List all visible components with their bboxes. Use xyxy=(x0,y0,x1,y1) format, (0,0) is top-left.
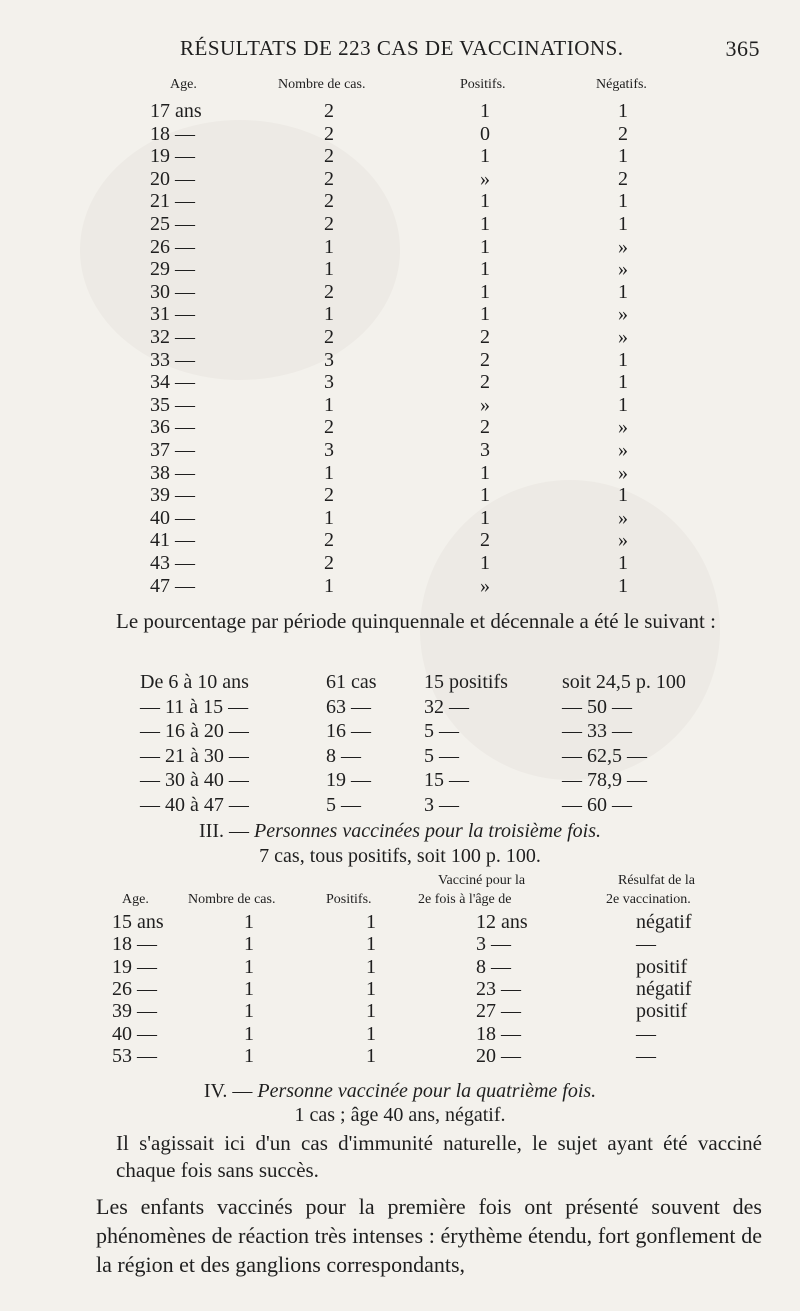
section-4-heading: Personne vaccinée pour la quatrième fois. xyxy=(257,1080,597,1102)
cell-cases: 1 xyxy=(244,1000,254,1023)
paragraph-children-reactions: Les enfants vaccinés pour la première fois ont présenté souvent des phénomènes de réaction très intenses : érythème étendu, fort gonflement de la région et des ganglions correspondants, xyxy=(96,1194,762,1277)
cell-cases: 1 xyxy=(324,461,334,484)
cell-age: 25 — xyxy=(150,213,195,235)
cell-positive: 2 xyxy=(480,326,490,348)
cell-positive: 1 xyxy=(480,213,490,235)
section-3-title xyxy=(0,820,800,843)
table-row xyxy=(0,794,800,820)
cell-age: 30 — xyxy=(150,280,195,303)
cell-age: 43 — xyxy=(150,552,195,574)
cell-second-vaccination-age: 27 — xyxy=(476,1000,521,1023)
cell-second-vaccination-age: 18 — xyxy=(476,1022,521,1045)
cell-positive: 1 xyxy=(366,977,376,1000)
cell-cases: 61 cas xyxy=(326,671,377,693)
cell-age: 29 — xyxy=(150,258,195,281)
cell-cases: 2 xyxy=(324,145,334,168)
cell-negative: 1 xyxy=(618,552,628,574)
cell-negative: 2 xyxy=(618,167,628,190)
cell-positive: 5 — xyxy=(424,720,459,743)
cell-positive: 1 xyxy=(366,1000,376,1023)
cell-cases: 16 — xyxy=(326,720,371,743)
cell-period: — 11 à 15 — xyxy=(140,695,249,718)
cell-positive: 1 xyxy=(480,145,490,168)
cell-positive: 1 xyxy=(366,933,376,956)
cell-positive: 32 — xyxy=(424,695,469,718)
cell-positive: 1 xyxy=(366,1022,376,1045)
cell-cases: 2 xyxy=(324,484,334,507)
cell-negative: 1 xyxy=(618,348,628,371)
cell-negative: » xyxy=(618,326,628,348)
cell-negative: 1 xyxy=(618,280,628,303)
cell-positive: 1 xyxy=(366,955,376,978)
cell-period: — 40 à 47 — xyxy=(140,794,249,816)
table-row xyxy=(0,745,800,771)
cell-age: 53 — xyxy=(112,1044,157,1067)
cell-age: 41 — xyxy=(150,529,195,552)
column-header-positive: Positifs. xyxy=(326,892,372,907)
cell-percentage: — 50 — xyxy=(562,695,632,718)
table-row xyxy=(0,933,800,956)
cell-percentage: — 78,9 — xyxy=(562,769,647,792)
cell-negative: » xyxy=(618,461,628,484)
cell-negative: » xyxy=(618,258,628,281)
cell-period: — 16 à 20 — xyxy=(140,720,249,743)
cell-negative: 2 xyxy=(618,122,628,145)
cell-positive: » xyxy=(480,574,490,597)
cell-age: 47 — xyxy=(150,574,195,597)
cell-negative: 1 xyxy=(618,574,628,597)
cell-negative: » xyxy=(618,506,628,529)
cell-negative: 1 xyxy=(618,393,628,416)
cell-age: 21 — xyxy=(150,190,195,213)
page-number: 365 xyxy=(725,36,760,61)
cell-age: 26 — xyxy=(150,235,195,258)
cell-second-vaccination-age: 20 — xyxy=(476,1044,521,1067)
cell-age: 34 — xyxy=(150,371,195,394)
cell-negative: 1 xyxy=(618,100,628,122)
column-header-vaccinated-line2: 2e fois à l'âge de xyxy=(418,892,512,907)
cell-cases: 2 xyxy=(324,213,334,235)
cell-cases: 1 xyxy=(244,911,254,933)
cell-age: 17 ans xyxy=(150,100,202,122)
cell-percentage: — 33 — xyxy=(562,720,632,743)
cell-second-vaccination-result: négatif xyxy=(636,911,692,933)
cell-positive: 1 xyxy=(366,911,376,933)
table-row xyxy=(0,696,800,722)
cell-cases: 63 — xyxy=(326,695,371,718)
cell-cases: 1 xyxy=(244,933,254,956)
table-row xyxy=(0,671,800,697)
cell-cases: 2 xyxy=(324,529,334,552)
cell-cases: 2 xyxy=(324,552,334,574)
cell-negative: 1 xyxy=(618,145,628,168)
cell-cases: 2 xyxy=(324,280,334,303)
cell-negative: 1 xyxy=(618,484,628,507)
cell-age: 19 — xyxy=(112,955,157,978)
column-header-result-line2: 2e vaccination. xyxy=(606,892,691,907)
cell-age: 31 — xyxy=(150,303,195,326)
cell-cases: 2 xyxy=(324,190,334,213)
cell-cases: 2 xyxy=(324,416,334,439)
cell-second-vaccination-age: 12 ans xyxy=(476,911,528,933)
cell-cases: 5 — xyxy=(326,794,361,816)
cell-positive: 3 xyxy=(480,439,490,461)
cell-positive: 5 — xyxy=(424,744,459,767)
cell-negative: » xyxy=(618,529,628,552)
cell-positive: 3 — xyxy=(424,794,459,816)
cell-positive: 2 xyxy=(480,416,490,439)
cell-second-vaccination-age: 23 — xyxy=(476,977,521,1000)
section-4-number: IV. — xyxy=(203,1080,253,1102)
cell-age: 15 ans xyxy=(112,911,164,933)
cell-age: 18 — xyxy=(150,122,195,145)
cell-positive: 15 positifs xyxy=(424,671,508,693)
cell-age: 36 — xyxy=(150,416,195,439)
cell-age: 40 — xyxy=(150,506,195,529)
cell-cases: 2 xyxy=(324,326,334,348)
table-row xyxy=(0,1045,800,1068)
cell-positive: 2 xyxy=(480,371,490,394)
cell-positive: 2 xyxy=(480,529,490,552)
cell-cases: 3 xyxy=(324,348,334,371)
cell-positive: 1 xyxy=(480,190,490,213)
cell-age: 32 — xyxy=(150,326,195,348)
cell-age: 26 — xyxy=(112,977,157,1000)
cell-age: 40 — xyxy=(112,1022,157,1045)
cell-period: De 6 à 10 ans xyxy=(140,671,249,693)
cell-negative: 1 xyxy=(618,371,628,394)
cell-cases: 2 xyxy=(324,100,334,122)
column-header-cases: Nombre de cas. xyxy=(278,77,366,92)
cell-positive: 1 xyxy=(366,1044,376,1067)
column-header-cases: Nombre de cas. xyxy=(188,892,276,907)
cell-positive: 1 xyxy=(480,258,490,281)
cell-cases: 2 xyxy=(324,122,334,145)
cell-second-vaccination-result: — xyxy=(636,1044,656,1067)
section-3-number: III. — xyxy=(199,820,249,842)
table-row xyxy=(0,720,800,746)
cell-age: 39 — xyxy=(150,484,195,507)
table-row xyxy=(0,575,800,601)
cell-second-vaccination-result: positif xyxy=(636,955,688,978)
cell-period: — 30 à 40 — xyxy=(140,769,249,792)
cell-cases: 1 xyxy=(324,303,334,326)
section-4-title xyxy=(0,1080,800,1103)
column-header-result-line1: Résulfat de la xyxy=(618,873,695,888)
cell-positive: 1 xyxy=(480,100,490,122)
cell-age: 37 — xyxy=(150,439,195,461)
cell-percentage: soit 24,5 p. 100 xyxy=(562,671,686,693)
cell-age: 39 — xyxy=(112,1000,157,1023)
cell-positive: 0 xyxy=(480,122,490,145)
cell-positive: 1 xyxy=(480,552,490,574)
cell-age: 33 — xyxy=(150,348,195,371)
running-title: RÉSULTATS DE 223 CAS DE VACCINATIONS. xyxy=(180,36,624,60)
cell-cases: 3 xyxy=(324,371,334,394)
section-3-summary: 7 cas, tous positifs, soit 100 p. 100. xyxy=(259,845,541,867)
cell-negative: » xyxy=(618,416,628,439)
cell-cases: 1 xyxy=(244,1022,254,1045)
cell-positive: 1 xyxy=(480,484,490,507)
column-header-negative: Négatifs. xyxy=(596,77,647,92)
cell-negative: 1 xyxy=(618,213,628,235)
cell-age: 38 — xyxy=(150,461,195,484)
cell-percentage: — 60 — xyxy=(562,794,632,816)
cell-cases: 1 xyxy=(324,574,334,597)
cell-age: 35 — xyxy=(150,393,195,416)
column-header-positive: Positifs. xyxy=(460,77,506,92)
section-3-heading: Personnes vaccinées pour la troisième fois. xyxy=(254,820,601,842)
cell-second-vaccination-result: positif xyxy=(636,1000,688,1023)
cell-second-vaccination-result: — xyxy=(636,933,656,956)
cell-second-vaccination-result: — xyxy=(636,1022,656,1045)
paragraph-percentage-intro: Le pourcentage par période quinquennale et décennale a été le suivant : xyxy=(116,609,716,633)
cell-positive: 2 xyxy=(480,348,490,371)
table-row xyxy=(0,1000,800,1023)
cell-positive: 1 xyxy=(480,303,490,326)
column-header-age: Age. xyxy=(122,892,149,907)
cell-cases: 8 — xyxy=(326,744,361,767)
cell-cases: 1 xyxy=(244,1044,254,1067)
cell-second-vaccination-age: 3 — xyxy=(476,933,511,956)
cell-positive: 15 — xyxy=(424,769,469,792)
paragraph-natural-immunity: Il s'agissait ici d'un cas d'immunité naturelle, le sujet ayant été vacciné chaque fois sans succès. xyxy=(116,1131,762,1182)
cell-positive: » xyxy=(480,393,490,416)
cell-positive: 1 xyxy=(480,235,490,258)
cell-negative: » xyxy=(618,235,628,258)
table-row xyxy=(0,956,800,979)
cell-second-vaccination-result: négatif xyxy=(636,977,692,1000)
table-row xyxy=(0,1023,800,1046)
cell-positive: 1 xyxy=(480,280,490,303)
cell-period: — 21 à 30 — xyxy=(140,744,249,767)
cell-cases: 1 xyxy=(244,955,254,978)
cell-cases: 19 — xyxy=(326,769,371,792)
table-row xyxy=(0,911,800,934)
cell-positive: » xyxy=(480,167,490,190)
cell-positive: 1 xyxy=(480,506,490,529)
cell-age: 18 — xyxy=(112,933,157,956)
cell-second-vaccination-age: 8 — xyxy=(476,955,511,978)
cell-age: 19 — xyxy=(150,145,195,168)
cell-cases: 1 xyxy=(324,258,334,281)
cell-cases: 1 xyxy=(324,393,334,416)
cell-cases: 2 xyxy=(324,167,334,190)
cell-negative: » xyxy=(618,439,628,461)
cell-negative: 1 xyxy=(618,190,628,213)
cell-negative: » xyxy=(618,303,628,326)
cell-cases: 1 xyxy=(324,506,334,529)
cell-cases: 1 xyxy=(324,235,334,258)
cell-cases: 1 xyxy=(244,977,254,1000)
cell-positive: 1 xyxy=(480,461,490,484)
column-header-age: Age. xyxy=(170,77,197,92)
cell-percentage: — 62,5 — xyxy=(562,744,647,767)
column-header-vaccinated-line1: Vacciné pour la xyxy=(438,873,526,888)
cell-cases: 3 xyxy=(324,439,334,461)
table-row xyxy=(0,978,800,1001)
table-row xyxy=(0,769,800,795)
section-4-summary: 1 cas ; âge 40 ans, négatif. xyxy=(294,1104,506,1126)
cell-age: 20 — xyxy=(150,167,195,190)
